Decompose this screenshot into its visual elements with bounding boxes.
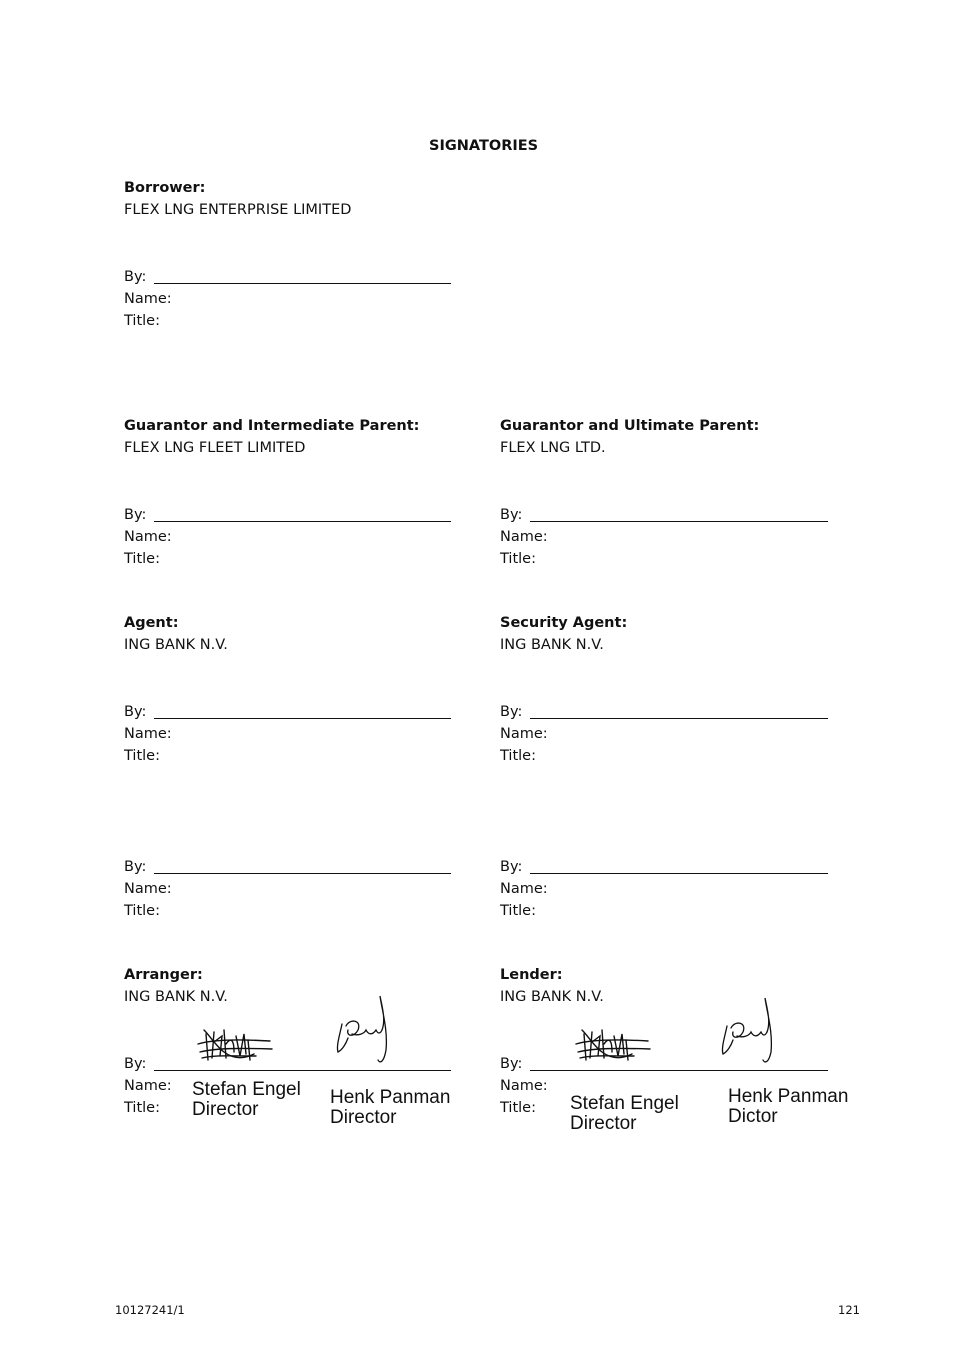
security-agent-title-label-2: Title: [500, 903, 536, 919]
guarantor-ultimate-title-label: Title: [500, 551, 536, 567]
lender-signature-2-image [717, 992, 779, 1068]
security-agent-name-label-1: Name: [500, 726, 548, 742]
guarantor-intermediate-title-label: Title: [124, 551, 160, 567]
arranger-title-label: Title: [124, 1100, 160, 1116]
guarantor-intermediate-signature-line [154, 521, 451, 522]
footer-page-number: 121 [838, 1303, 860, 1317]
arranger-signer-1-title: Director [192, 1099, 259, 1120]
agent-signature-line-1 [154, 718, 451, 719]
borrower-title-label: Title: [124, 313, 160, 329]
arranger-signer-1-name: Stefan Engel [192, 1079, 301, 1100]
lender-signer-2-name: Henk Panman [728, 1086, 849, 1107]
lender-signature-1-image [574, 1022, 654, 1064]
arranger-name-label: Name: [124, 1078, 172, 1094]
guarantor-ultimate-signature-line [530, 521, 828, 522]
borrower-entity: FLEX LNG ENTERPRISE LIMITED [124, 202, 352, 218]
arranger-signer-2-title: Director [330, 1107, 397, 1128]
agent-name-label-2: Name: [124, 881, 172, 897]
borrower-name-label: Name: [124, 291, 172, 307]
lender-signature-line [530, 1070, 828, 1071]
security-agent-name-label-2: Name: [500, 881, 548, 897]
arranger-signature-2-image [332, 990, 394, 1068]
guarantor-intermediate-name-label: Name: [124, 529, 172, 545]
footer-doc-ref: 10127241/1 [115, 1303, 185, 1317]
security-agent-by-label-1: By: [500, 704, 523, 720]
lender-signer-2-title: Dictor [728, 1106, 778, 1127]
arranger-heading: Arranger: [124, 967, 203, 983]
security-agent-entity: ING BANK N.V. [500, 637, 604, 653]
agent-by-label-1: By: [124, 704, 147, 720]
lender-signer-1-title: Director [570, 1113, 637, 1134]
agent-title-label-2: Title: [124, 903, 160, 919]
guarantor-ultimate-by-label: By: [500, 507, 523, 523]
lender-heading: Lender: [500, 967, 563, 983]
agent-title-label-1: Title: [124, 748, 160, 764]
agent-signature-line-2 [154, 873, 451, 874]
borrower-signature-line [154, 283, 451, 284]
security-agent-by-label-2: By: [500, 859, 523, 875]
agent-by-label-2: By: [124, 859, 147, 875]
agent-name-label-1: Name: [124, 726, 172, 742]
guarantor-intermediate-by-label: By: [124, 507, 147, 523]
guarantor-ultimate-heading: Guarantor and Ultimate Parent: [500, 418, 760, 434]
borrower-heading: Borrower: [124, 180, 206, 196]
security-agent-heading: Security Agent: [500, 615, 628, 631]
arranger-by-label: By: [124, 1056, 147, 1072]
arranger-entity: ING BANK N.V. [124, 989, 228, 1005]
guarantor-ultimate-name-label: Name: [500, 529, 548, 545]
guarantor-intermediate-entity: FLEX LNG FLEET LIMITED [124, 440, 306, 456]
lender-signer-1-name: Stefan Engel [570, 1093, 679, 1114]
agent-heading: Agent: [124, 615, 179, 631]
security-agent-signature-line-1 [530, 718, 828, 719]
security-agent-signature-line-2 [530, 873, 828, 874]
arranger-signer-2-name: Henk Panman [330, 1087, 451, 1108]
borrower-by-label: By: [124, 269, 147, 285]
lender-name-label: Name: [500, 1078, 548, 1094]
arranger-signature-1-image [196, 1022, 276, 1064]
lender-entity: ING BANK N.V. [500, 989, 604, 1005]
page-title: SIGNATORIES [429, 138, 539, 154]
guarantor-ultimate-entity: FLEX LNG LTD. [500, 440, 606, 456]
lender-by-label: By: [500, 1056, 523, 1072]
lender-title-label: Title: [500, 1100, 536, 1116]
guarantor-intermediate-heading: Guarantor and Intermediate Parent: [124, 418, 420, 434]
security-agent-title-label-1: Title: [500, 748, 536, 764]
agent-entity: ING BANK N.V. [124, 637, 228, 653]
arranger-signature-line [154, 1070, 451, 1071]
